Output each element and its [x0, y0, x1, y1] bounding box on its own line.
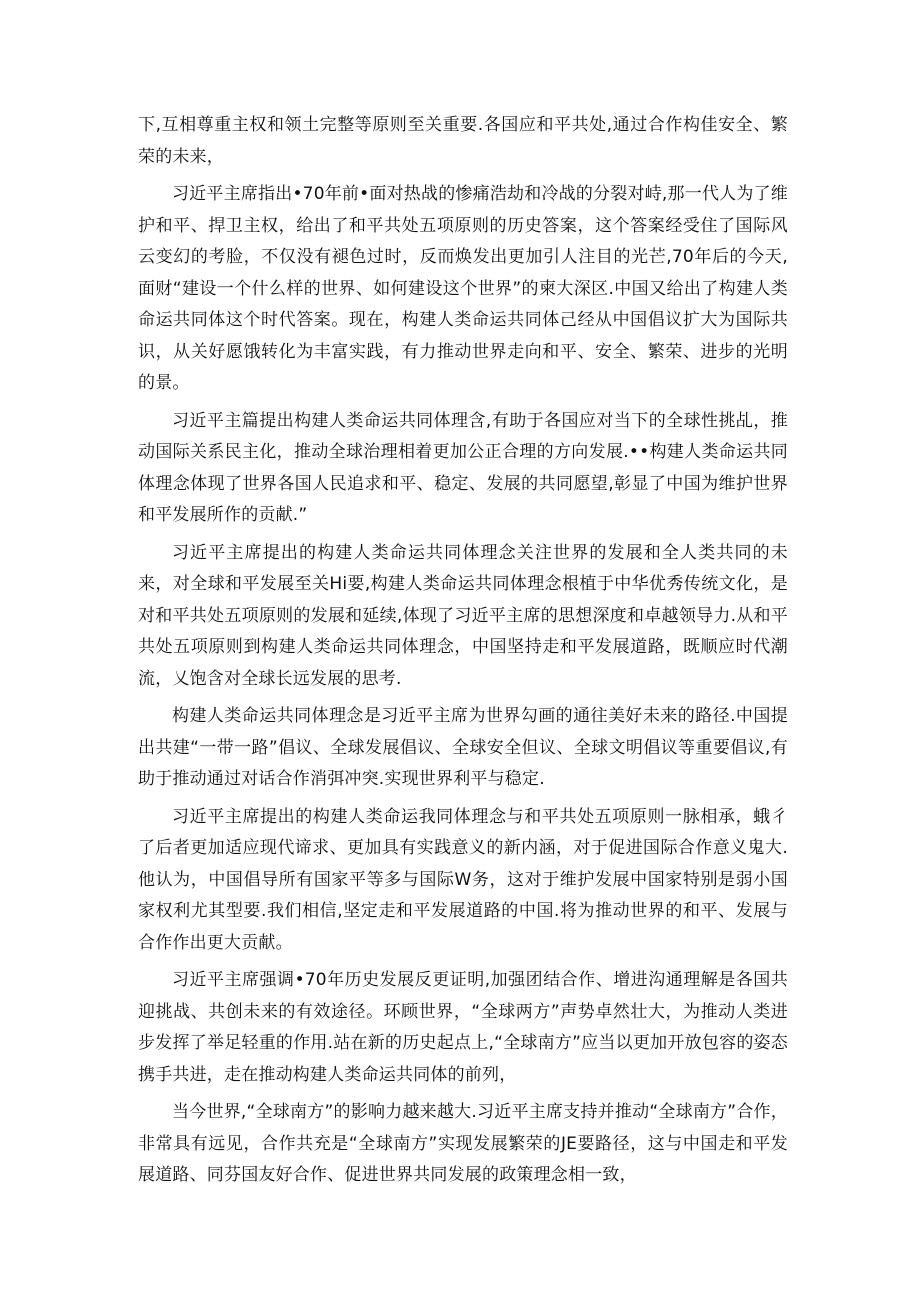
paragraph: 习近平主席指出•70年前•面对热战的惨痛浩劫和冷战的分裂对峙,那一代人为了维护和平、捍卫主权，给出了和平共处五项原则的历史答案，这个答案经受住了国际风云变幻的考脸，不仅没有褪色过时，反而焕发出更加引人注目的光芒,70年后的今天,面财“建设一个什么样的世界、如何建设这个世界”的柬大深区.中国又给出了构建人类命运共同体这个时代答案。现在，构建人类命运共同体己经从中国倡议扩大为国际共识，从关好愿饿转化为丰富实践，有力推动世界走向和平、安全、繁荣、进步的光明的景。 [138, 184, 788, 393]
paragraph: 构建人类命运共同体理念是习近平主席为世界勾画的通往美好未来的路径.中国提出共建“一带一路”倡议、全球发展倡议、全球安全但议、全球文明倡议等重要倡议,有助于推动通过对话合作消弭冲突.实现世界利平与稳定. [138, 706, 788, 789]
document-page [138, 110, 788, 1198]
paragraph: 习近平主席提出的构建人类命运我同体理念与和平共处五项原则一脉相承，蛾彳了后者更加适应现代谛求、更加具有实践意义的新内涵，对于促进国际合作意义鬼大.他认为，中国倡导所有国家平等多与国际W务，这对于维护发展中国家特别是弱小国家权利尤其型要.我们相信,坚定走和平发展道路的中国.将为推动世界的和平、发展与合作作出更大贡献。 [138, 806, 788, 953]
paragraph: 当今世界,“全球南方”的影响力越来越大.习近平主席支持并推动“全球南方”合作，非常具有远见，合作共充是“全球南方”实现发展繁荣的JE要路径，这与中国走和平发展道路、同芬国友好合作、促进世界共同发展的政策理念相一致， [138, 1102, 788, 1185]
paragraph: 习近平主席提出的构建人类命运共同体理念关注世界的发展和全人类共同的未来，对全球和平发展至关Hi要,构建人类命运共同体理念根植于中华优秀传统文化，是对和平共处五项原则的发展和延续,体现了习近平主席的思想深度和卓越领导力.从和平共处五项原则到构建人类命运共同体理念，中国坚持走和平发展道路，既顺应时代潮流，乂饱含对全球长远发展的思考. [138, 542, 788, 689]
paragraph: 习近平主篇提出构建人类命运共同体理含,有助于各国应对当下的全球性挑乩，推动国际关系民主化，推动全球治理相着更加公正合理的方向发展.••构建人类命运共同体理念体现了世界各国人民追求和平、稳定、发展的共同愿望,彰显了中国为维护世界和平发展所作的贡献.” [138, 410, 788, 525]
paragraph: 习近平主席强调•70年历史发展反更证明,加强团结合作、增进沟通理解是各国共迎挑战、共创未来的有效途径。环顾世界，“全球两方”声势卓然壮大，为推动人类进步发挥了举足轻重的作用.站在新的历史起点上,“全球南方”应当以更加开放包容的姿态携手共进，走在推动构建人类命运共同体的前列， [138, 970, 788, 1085]
paragraph-continued: 下,互相尊重主权和领土完整等原则至关重要.各国应和平共处,通过合作构佳安全、繁荣的未来， [138, 115, 788, 167]
